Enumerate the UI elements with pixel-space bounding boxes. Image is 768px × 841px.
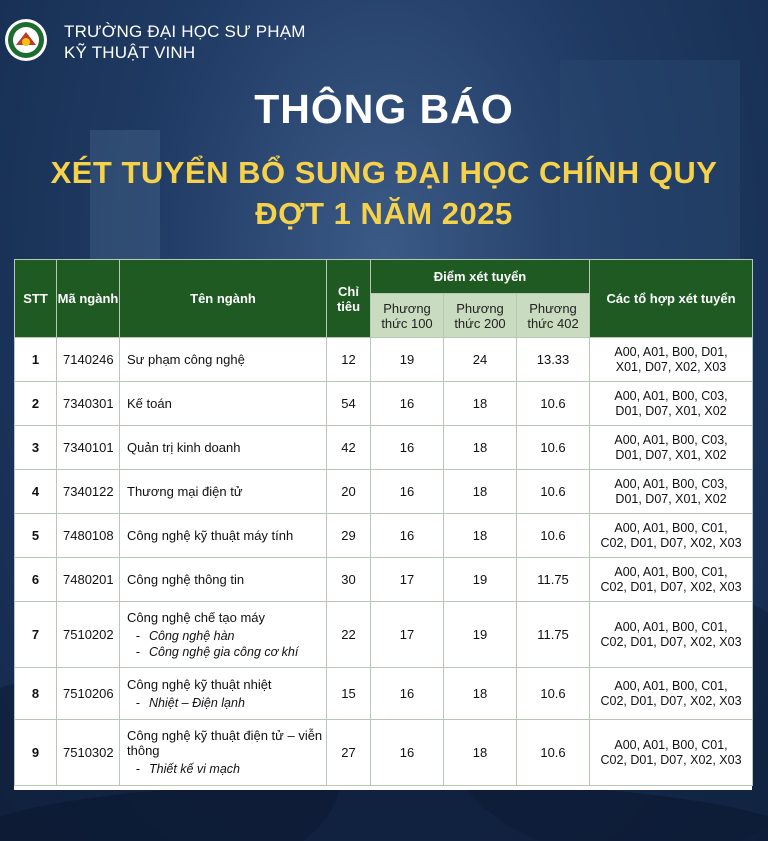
header-method-100: Phương thức 100 [371,294,444,338]
combo-line2: X01, D07, X02, X03 [615,359,727,374]
combo-line1: A00, A01, B00, C03, [614,476,728,491]
cell-code: 7510302 [57,720,120,786]
cell-stt: 6 [15,558,57,602]
combo-line2: C02, D01, D07, X02, X03 [600,535,742,550]
table-row [15,382,753,426]
table-row [15,426,753,470]
cell-method-402: 10.6 [517,426,590,470]
cell-combos [590,338,753,382]
school-logo [4,18,48,62]
header-method-402: Phương thức 402 [517,294,590,338]
specialization-item [127,761,326,777]
cell-method-100: 19 [371,338,444,382]
header-code: Mã ngành [57,260,120,338]
combo-line2: D01, D07, X01, X02 [615,491,727,506]
combo-line1: A00, A01, B00, C01, [614,678,728,693]
school-name [64,21,306,63]
cell-stt: 9 [15,720,57,786]
specialization-label: Công nghệ hàn [149,628,235,643]
cell-method-200: 18 [444,668,517,720]
cell-code: 7340101 [57,426,120,470]
major-name: Công nghệ kỹ thuật điện tử – viễn thông [127,728,323,758]
specialization-label: Nhiệt – Điện lạnh [149,695,245,710]
cell-stt: 2 [15,382,57,426]
combo-line1: A00, A01, B00, C01, [614,564,728,579]
specialization-item [127,695,326,711]
table-body [15,338,753,786]
cell-method-100: 16 [371,382,444,426]
specialization-item [127,644,326,660]
combo-line1: A00, A01, B00, C03, [614,432,728,447]
combo-line2: D01, D07, X01, X02 [615,403,727,418]
cell-quota: 30 [327,558,371,602]
major-name: Thương mại điện tử [127,484,243,499]
combo-line2: C02, D01, D07, X02, X03 [600,634,742,649]
cell-quota: 42 [327,426,371,470]
table-row [15,470,753,514]
combo-line1: A00, A01, B00, C01, [614,737,728,752]
admission-table-container [14,259,752,790]
cell-method-402: 10.6 [517,514,590,558]
cell-code: 7480201 [57,558,120,602]
major-name: Công nghệ chế tạo máy [127,609,266,625]
cell-code: 7340301 [57,382,120,426]
combo-line2: C02, D01, D07, X02, X03 [600,579,742,594]
major-name: Sư phạm công nghệ [127,352,245,367]
dash-bullet: - [135,628,141,643]
cell-method-402: 11.75 [517,602,590,668]
combo-line2: C02, D01, D07, X02, X03 [600,752,742,767]
header-stt: STT [15,260,57,338]
cell-combos [590,470,753,514]
cell-stt: 8 [15,668,57,720]
cell-quota: 20 [327,470,371,514]
table-row [15,720,753,786]
cell-combos [590,602,753,668]
cell-method-200: 18 [444,426,517,470]
school-header [4,16,404,66]
cell-method-200: 19 [444,558,517,602]
table-row [15,514,753,558]
major-name: Kế toán [127,396,172,411]
table-row [15,668,753,720]
cell-name [120,382,327,426]
cell-method-402: 13.33 [517,338,590,382]
cell-stt: 5 [15,514,57,558]
specialization-list [127,695,326,711]
cell-quota: 27 [327,720,371,786]
cell-method-200: 18 [444,382,517,426]
cell-method-200: 18 [444,720,517,786]
cell-code: 7340122 [57,470,120,514]
cell-combos [590,668,753,720]
cell-stt: 1 [15,338,57,382]
cell-code: 7480108 [57,514,120,558]
combo-line2: C02, D01, D07, X02, X03 [600,693,742,708]
cell-quota: 22 [327,602,371,668]
specialization-label: Công nghệ gia công cơ khí [149,644,299,659]
cell-method-100: 16 [371,426,444,470]
cell-name [120,668,327,720]
header-quota: Chỉ tiêu [327,260,371,338]
cell-method-402: 10.6 [517,382,590,426]
major-name: Công nghệ kỹ thuật nhiệt [127,676,272,692]
header-scores: Điểm xét tuyển [371,260,590,294]
cell-method-402: 10.6 [517,668,590,720]
cell-code: 7510202 [57,602,120,668]
cell-quota: 54 [327,382,371,426]
subtitle-line2: ĐỢT 1 NĂM 2025 [255,196,513,231]
subtitle-line1: XÉT TUYỂN BỔ SUNG ĐẠI HỌC CHÍNH QUY [50,155,718,190]
dash-bullet: - [135,762,141,776]
cell-stt: 3 [15,426,57,470]
cell-name [120,720,327,786]
cell-code: 7140246 [57,338,120,382]
cell-method-402: 10.6 [517,720,590,786]
cell-method-200: 19 [444,602,517,668]
cell-name [120,470,327,514]
combo-line1: A00, A01, B00, C03, [614,388,728,403]
cell-method-200: 18 [444,470,517,514]
cell-name [120,602,327,668]
page-title: THÔNG BÁO [254,86,514,132]
header-name: Tên ngành [120,260,327,338]
cell-combos [590,514,753,558]
cell-name [120,514,327,558]
school-name-line1: TRƯỜNG ĐẠI HỌC SƯ PHẠM [64,22,306,41]
specialization-item [127,628,326,644]
combo-line1: A00, A01, B00, C01, [614,520,728,535]
cell-name [120,558,327,602]
cell-method-402: 11.75 [517,558,590,602]
major-name: Công nghệ thông tin [127,572,245,587]
table-row [15,602,753,668]
combo-line2: D01, D07, X01, X02 [615,447,727,462]
cell-method-100: 17 [371,558,444,602]
dash-bullet: - [135,695,141,710]
dash-bullet: - [135,644,141,659]
major-name: Quản trị kinh doanh [127,440,241,455]
specialization-label: Thiết kế vi mạch [149,762,241,776]
cell-combos [590,720,753,786]
header-method-200: Phương thức 200 [444,294,517,338]
cell-method-100: 16 [371,668,444,720]
cell-combos [590,558,753,602]
cell-stt: 4 [15,470,57,514]
cell-stt: 7 [15,602,57,668]
cell-method-402: 10.6 [517,470,590,514]
cell-name [120,426,327,470]
specialization-list [127,628,326,660]
cell-method-100: 16 [371,720,444,786]
cell-combos [590,426,753,470]
cell-quota: 29 [327,514,371,558]
cell-code: 7510206 [57,668,120,720]
cell-quota: 15 [327,668,371,720]
table-row [15,558,753,602]
school-name-line2: KỸ THUẬT VINH [64,43,196,62]
cell-method-200: 24 [444,338,517,382]
table-row [15,338,753,382]
cell-quota: 12 [327,338,371,382]
cell-method-100: 16 [371,514,444,558]
specialization-list [127,761,326,777]
cell-method-100: 16 [371,470,444,514]
cell-method-100: 17 [371,602,444,668]
major-name: Công nghệ kỹ thuật máy tính [127,528,294,543]
header-combos: Các tổ hợp xét tuyển [590,260,753,338]
cell-method-200: 18 [444,514,517,558]
cell-name [120,338,327,382]
admission-table [14,259,753,786]
combo-line1: A00, A01, B00, D01, [614,344,728,359]
combo-line1: A00, A01, B00, C01, [614,619,728,634]
cell-combos [590,382,753,426]
